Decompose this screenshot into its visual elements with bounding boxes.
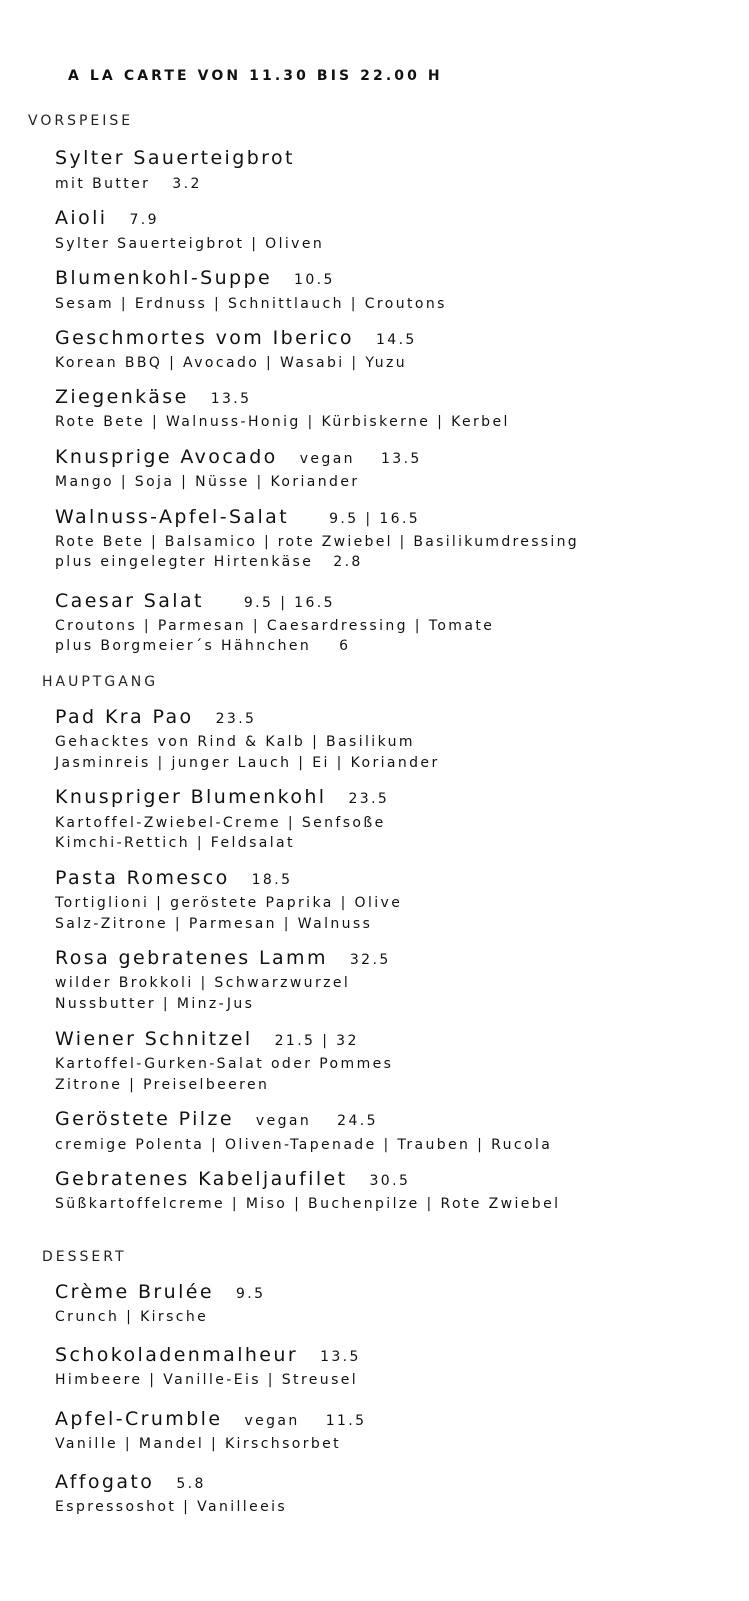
item-title-row (55, 1028, 359, 1050)
item-title-row (55, 1408, 366, 1430)
item-title: Pad Kra Pao (55, 706, 194, 728)
item-price: 32.5 (349, 952, 391, 968)
item-price: 10.5 (294, 272, 335, 288)
item-title-row (55, 1108, 378, 1130)
item-price: 7.9 (129, 212, 159, 228)
item-title-row (55, 267, 335, 289)
item-title: Blumenkohl-Suppe (55, 267, 273, 289)
item-desc: wilder Brokkoli | Schwarzwurzel (55, 975, 351, 991)
item-desc: mit Butter 3.2 (55, 176, 202, 192)
item-title: Walnuss-Apfel-Salat (55, 506, 290, 528)
item-price: 14.5 (375, 332, 417, 348)
item-title: Caesar Salat (55, 590, 204, 612)
item-title: Apfel-Crumble (55, 1408, 223, 1430)
item-title: Geröstete Pilze (55, 1108, 234, 1130)
item-price: 23.5 (215, 711, 257, 727)
item-desc: Kimchi-Rettich | Feldsalat (55, 835, 295, 851)
item-price: 13.5 (380, 451, 422, 467)
item-title-row (55, 327, 417, 349)
item-price: 9.5 | 16.5 (243, 595, 335, 611)
item-desc: Kartoffel-Gurken-Salat oder Pommes (55, 1056, 394, 1072)
item-desc: cremige Polenta | Oliven-Tapenade | Trauben | Rucola (55, 1137, 553, 1153)
item-desc: Vanille | Mandel | Kirschsorbet (55, 1436, 342, 1452)
item-price: 5.8 (176, 1476, 206, 1492)
item-desc: Süßkartoffelcreme | Miso | Buchenpilze | Rote Zwiebel (55, 1196, 561, 1212)
item-desc: Korean BBQ | Avocado | Wasabi | Yuzu (55, 355, 408, 371)
vegan-tag: vegan (255, 1113, 312, 1129)
item-title: Schokoladenmalheur (55, 1344, 299, 1366)
item-title-row (55, 786, 389, 808)
section-title-vorspeise: VORSPEISE (28, 113, 134, 129)
item-desc: Crunch | Kirsche (55, 1309, 209, 1325)
item-desc: Kartoffel-Zwiebel-Creme | Senfsoße (55, 815, 386, 831)
item-title: Wiener Schnitzel (55, 1028, 253, 1050)
item-title-row (55, 207, 159, 229)
item-title: Aioli (55, 207, 108, 229)
item-desc: Salz-Zitrone | Parmesan | Walnuss (55, 916, 373, 932)
section-title-dessert: DESSERT (42, 1249, 127, 1265)
item-price: 13.5 (320, 1349, 361, 1365)
item-price: 21.5 | 32 (274, 1033, 359, 1049)
item-title: Sylter Sauerteigbrot (55, 147, 295, 169)
item-price: 24.5 (337, 1113, 378, 1129)
item-extra-price: 2.8 (333, 554, 363, 570)
item-desc: Tortiglioni | geröstete Paprika | Olive (55, 895, 403, 911)
item-desc: Himbeere | Vanille-Eis | Streusel (55, 1372, 359, 1388)
item-desc: Jasminreis | junger Lauch | Ei | Koriander (55, 755, 440, 771)
item-title-row (55, 446, 422, 468)
item-title-row (55, 506, 420, 528)
item-price: 23.5 (348, 791, 390, 807)
item-desc: Zitrone | Preiselbeeren (55, 1077, 270, 1093)
item-title-row (55, 1168, 410, 1190)
item-desc: Rote Bete | Balsamico | rote Zwiebel | Basilikumdressing (55, 534, 579, 550)
item-title: Rosa gebratenes Lamm (55, 947, 328, 969)
item-title-row (55, 590, 335, 612)
item-title: Pasta Romesco (55, 867, 230, 889)
item-title: Gebratenes Kabeljaufilet (55, 1168, 348, 1190)
section-title-hauptgang: HAUPTGANG (42, 674, 159, 690)
item-price: 9.5 (235, 1286, 266, 1302)
item-title-row (55, 386, 251, 408)
item-desc: Sesam | Erdnuss | Schnittlauch | Croutons (55, 296, 447, 312)
item-title-row (55, 947, 391, 969)
item-title: Knusprige Avocado (55, 446, 278, 468)
item-extra-price: 6 (339, 638, 351, 654)
item-desc: Gehacktes von Rind & Kalb | Basilikum (55, 734, 415, 750)
item-desc: Nussbutter | Minz-Jus (55, 996, 255, 1012)
item-title-row (55, 706, 256, 728)
item-extra: plus Borgmeier´s Hähnchen 6 (55, 638, 351, 654)
item-desc: Croutons | Parmesan | Caesardressing | Tomate (55, 618, 495, 634)
item-price: 9.5 | 16.5 (329, 511, 421, 527)
item-title: Ziegenkäse (55, 386, 189, 408)
item-desc: Mango | Soja | Nüsse | Koriander (55, 474, 360, 490)
item-price: 30.5 (369, 1173, 411, 1189)
item-price: 18.5 (251, 872, 293, 888)
item-title: Crème Brulée (55, 1281, 214, 1303)
item-desc: Espressoshot | Vanilleeis (55, 1499, 288, 1515)
item-price: 11.5 (325, 1413, 367, 1429)
item-extra: plus eingelegter Hirtenkäse 2.8 (55, 554, 363, 570)
vegan-tag: vegan (244, 1413, 300, 1429)
item-title-row (55, 1344, 361, 1366)
item-desc: Sylter Sauerteigbrot | Oliven (55, 236, 325, 252)
item-title: Affogato (55, 1471, 155, 1493)
item-price: 13.5 (210, 391, 252, 407)
item-desc: Rote Bete | Walnuss-Honig | Kürbiskerne | Kerbel (55, 414, 510, 430)
item-title-row (55, 867, 292, 889)
item-title-row (55, 1281, 265, 1303)
menu-header: A LA CARTE VON 11.30 BIS 22.00 H (68, 68, 443, 84)
item-title-row (55, 1471, 206, 1493)
vegan-tag: vegan (299, 451, 355, 467)
item-title: Geschmortes vom Iberico (55, 327, 354, 349)
item-price: 3.2 (172, 176, 202, 192)
item-title: Knuspriger Blumenkohl (55, 786, 327, 808)
